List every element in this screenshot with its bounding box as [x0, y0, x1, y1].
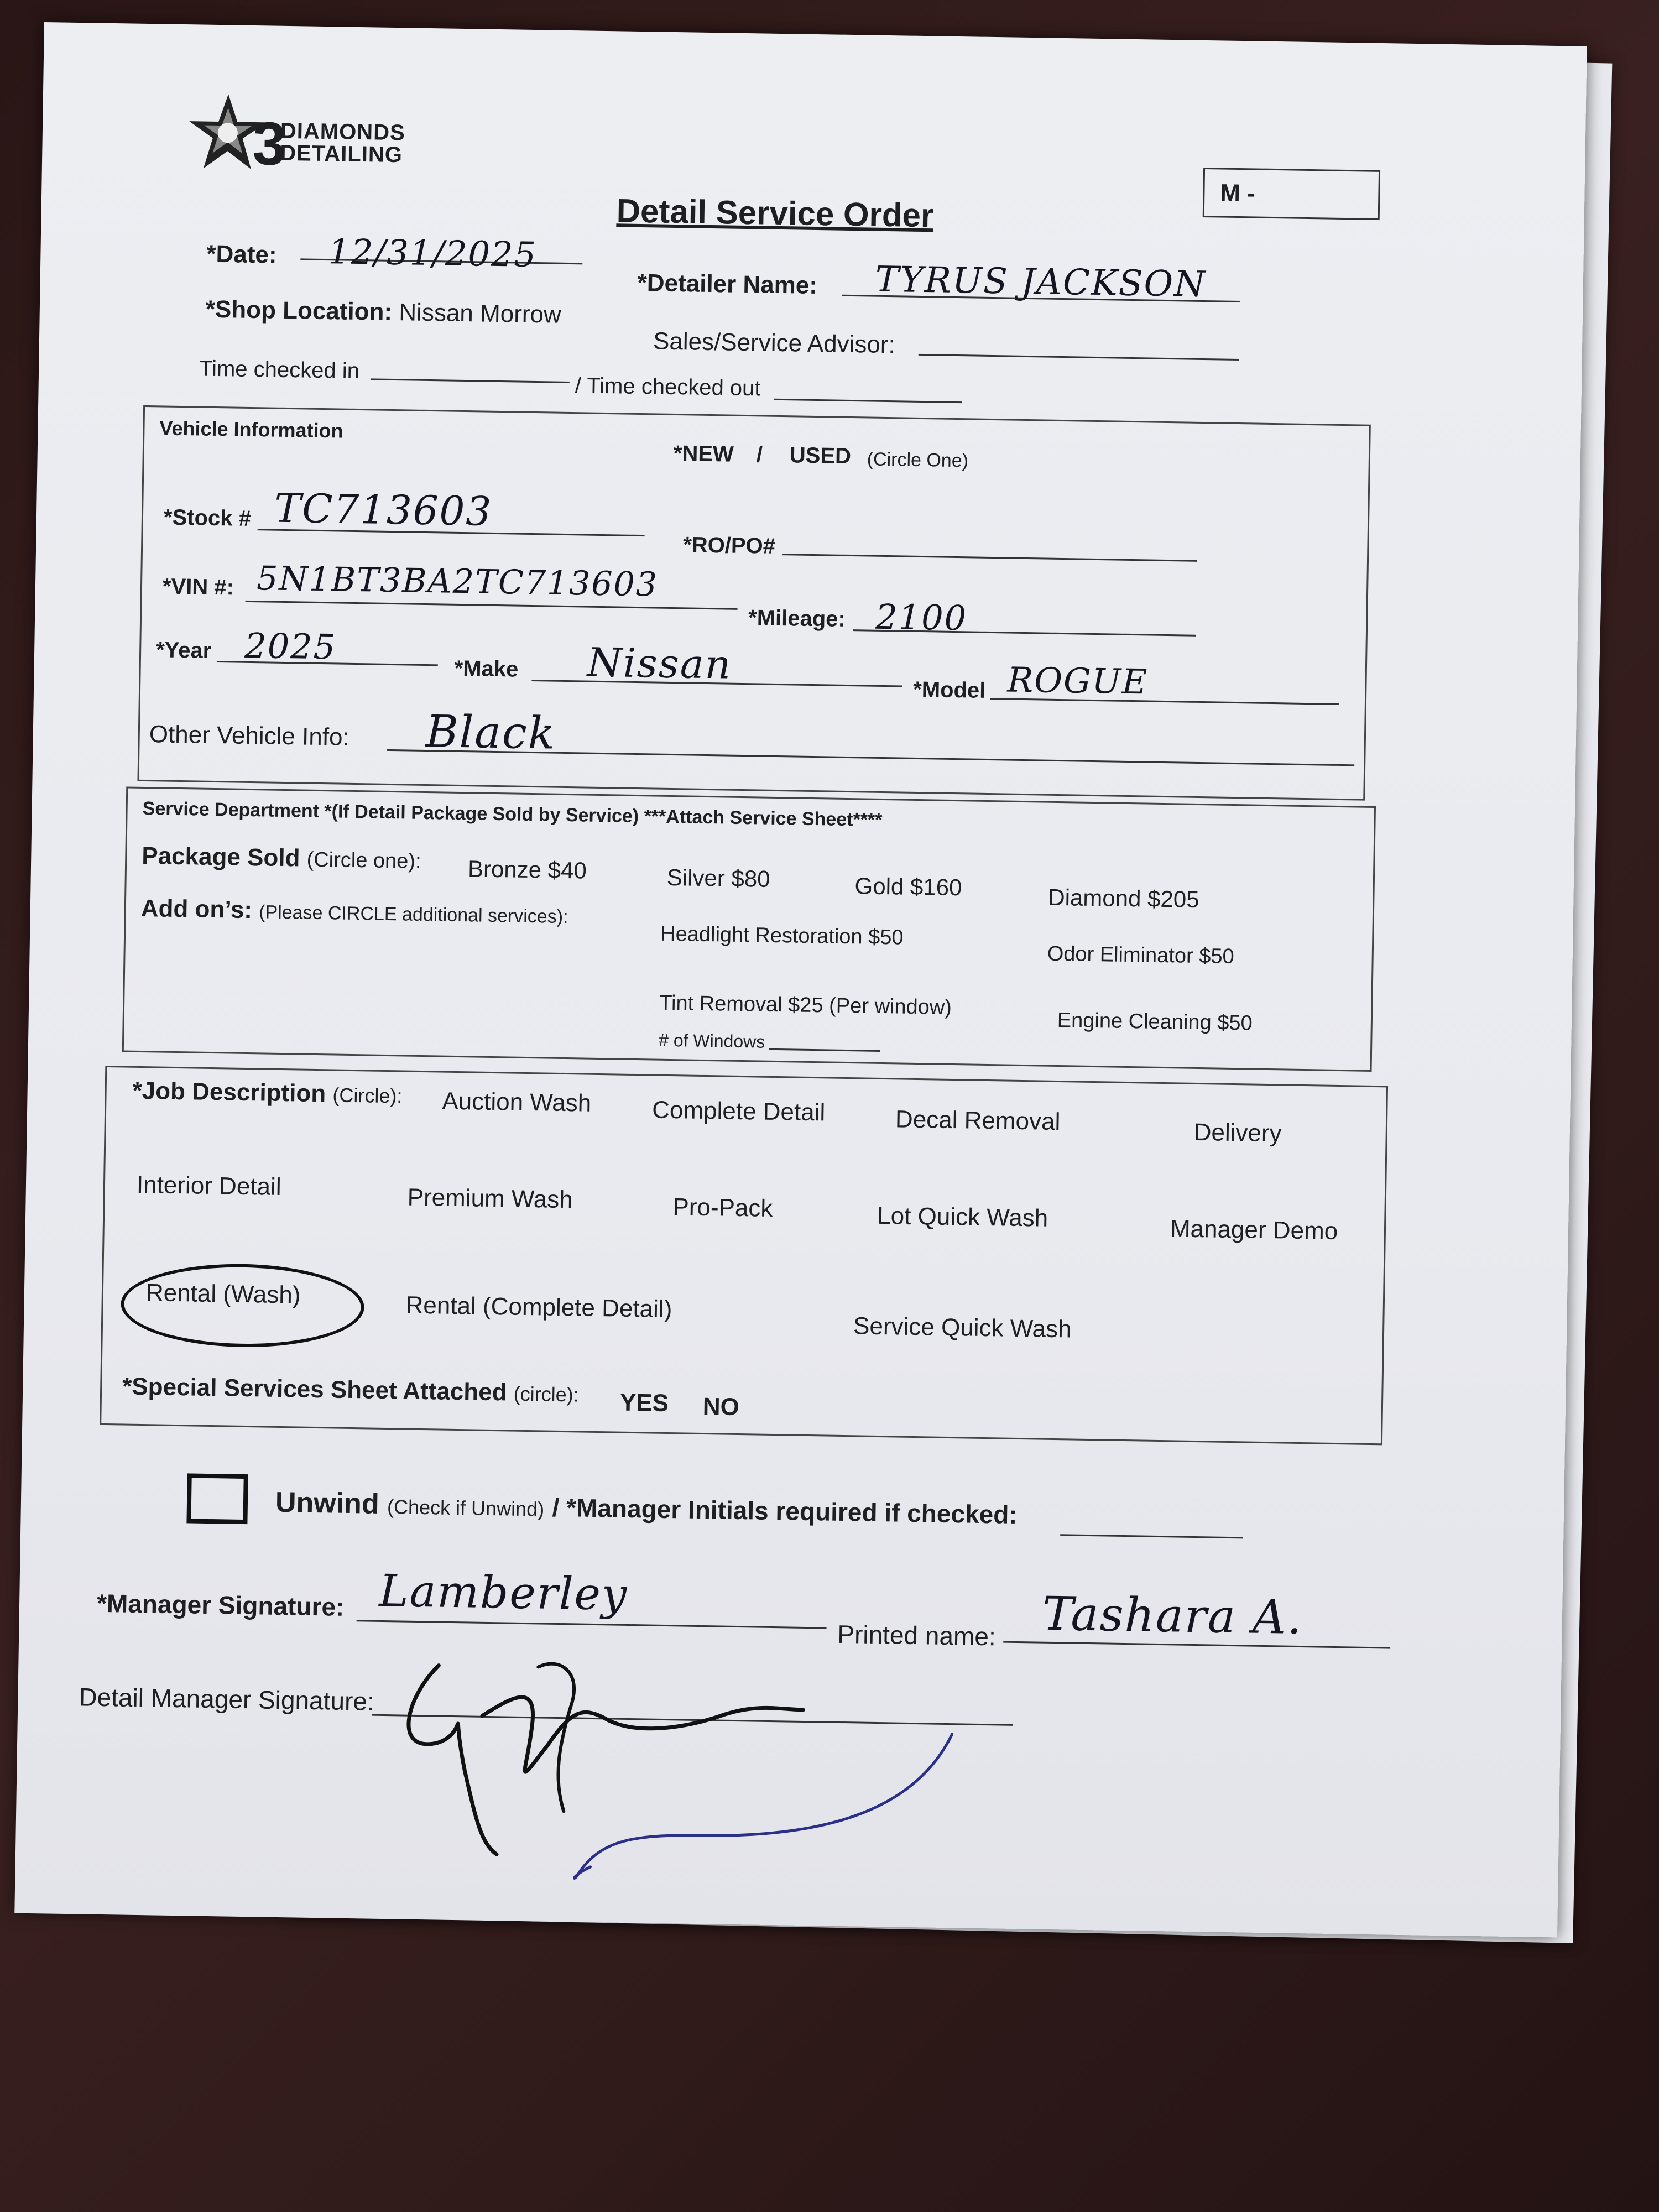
other-info-value[interactable]: Black: [425, 706, 557, 759]
job-lot-quick-wash[interactable]: Lot Quick Wash: [877, 1202, 1048, 1232]
model-label: *Model: [912, 677, 986, 703]
unwind-label: Unwind: [275, 1486, 380, 1520]
new-used-slash: /: [756, 442, 763, 467]
date-label: *Date:: [206, 240, 277, 269]
unwind-row: [275, 1486, 1018, 1531]
detail-manager-signature-label: Detail Manager Signature:: [79, 1682, 375, 1716]
job-manager-demo[interactable]: Manager Demo: [1170, 1215, 1338, 1245]
detail-manager-signature-drawing: [369, 1631, 1092, 1902]
addon-headlight[interactable]: Headlight Restoration $50: [660, 922, 904, 950]
stock-value[interactable]: TC713603: [274, 484, 493, 535]
job-auction-wash[interactable]: Auction Wash: [442, 1087, 592, 1117]
year-label: *Year: [155, 638, 212, 663]
printed-name-label: Printed name:: [837, 1619, 997, 1651]
special-services-note: (circle):: [513, 1382, 580, 1406]
addons-note: (Please CIRCLE additional services):: [258, 901, 568, 928]
job-premium-wash[interactable]: Premium Wash: [407, 1183, 573, 1214]
package-diamond[interactable]: Diamond $205: [1048, 884, 1199, 912]
unwind-checkbox[interactable]: [186, 1473, 248, 1524]
date-value[interactable]: 12/31/2025: [327, 231, 538, 275]
unwind-initials-label: / *Manager Initials required if checked:: [552, 1493, 1018, 1529]
job-interior-detail[interactable]: Interior Detail: [136, 1171, 282, 1201]
ro-po-label: *RO/PO#: [682, 533, 776, 559]
logo-line-1: DIAMONDS: [280, 118, 406, 145]
job-description-label: *Job Description: [132, 1077, 326, 1108]
mileage-value[interactable]: 2100: [875, 596, 968, 639]
vin-value[interactable]: 5N1BT3BA2TC713603: [256, 559, 659, 604]
package-bronze[interactable]: Bronze $40: [467, 855, 587, 884]
new-option[interactable]: *NEW: [673, 441, 734, 467]
package-sold-note: (Circle one):: [306, 848, 421, 873]
time-in-label: Time checked in: [199, 356, 360, 384]
logo-line-2: DETAILING: [279, 140, 403, 168]
job-pro-pack[interactable]: Pro-Pack: [672, 1193, 773, 1222]
m-number-box[interactable]: M -: [1203, 168, 1380, 220]
special-services-label: *Special Services Sheet Attached: [122, 1373, 507, 1406]
mileage-label: *Mileage:: [748, 606, 846, 632]
addon-engine[interactable]: Engine Cleaning $50: [1057, 1008, 1253, 1035]
shop-location-value: Nissan Morrow: [399, 299, 562, 328]
logo-number: 3: [252, 109, 287, 178]
time-out-label: / Time checked out: [575, 373, 761, 401]
job-description: [132, 1077, 403, 1109]
package-gold[interactable]: Gold $160: [854, 873, 962, 901]
detailer-name-label: *Detailer Name:: [637, 269, 818, 300]
windows-label: # of Windows: [658, 1030, 765, 1052]
package-silver[interactable]: Silver $80: [666, 864, 770, 892]
job-decal-removal[interactable]: Decal Removal: [895, 1105, 1061, 1136]
make-value[interactable]: Nissan: [587, 639, 732, 688]
job-delivery[interactable]: Delivery: [1193, 1118, 1282, 1147]
shop-location: [205, 296, 561, 329]
printed-name-value[interactable]: Tashara A.: [1042, 1586, 1303, 1645]
addons-label: Add on’s:: [140, 894, 253, 924]
job-rental-wash[interactable]: Rental (Wash): [145, 1279, 301, 1309]
special-no[interactable]: NO: [702, 1393, 740, 1421]
job-service-quick-wash[interactable]: Service Quick Wash: [853, 1312, 1072, 1343]
advisor-label: Sales/Service Advisor:: [653, 327, 896, 359]
vin-label: *VIN #:: [162, 574, 234, 600]
manager-signature-value[interactable]: Lamberley: [378, 1564, 628, 1620]
job-rental-complete-detail[interactable]: Rental (Complete Detail): [405, 1291, 672, 1323]
make-label: *Make: [454, 656, 519, 682]
stock-label: *Stock #: [163, 505, 252, 531]
used-option[interactable]: USED: [789, 443, 852, 469]
vehicle-section-title: Vehicle Information: [159, 416, 343, 442]
addon-odor[interactable]: Odor Eliminator $50: [1047, 942, 1234, 969]
detailer-name-value[interactable]: TYRUS JACKSON: [875, 259, 1207, 306]
package-sold-label: Package Sold: [141, 842, 300, 872]
job-complete-detail[interactable]: Complete Detail: [651, 1096, 826, 1126]
logo-wordmark: [280, 120, 405, 166]
circle-one-note: (Circle One): [867, 448, 969, 472]
shop-location-label: *Shop Location:: [205, 295, 393, 326]
manager-signature-label: *Manager Signature:: [96, 1588, 345, 1621]
special-yes[interactable]: YES: [619, 1389, 669, 1417]
service-order-form: [14, 22, 1587, 1937]
job-description-note: (Circle):: [332, 1083, 403, 1108]
form-title: Detail Service Order: [616, 192, 934, 234]
service-section-title: Service Department *(If Detail Package Sold by Service) ***Attach Service Sheet****: [142, 797, 883, 831]
package-sold: [142, 842, 421, 874]
addon-tint[interactable]: Tint Removal $25 (Per window): [659, 991, 952, 1019]
unwind-note: (Check if Unwind): [387, 1495, 545, 1521]
other-info-label: Other Vehicle Info:: [149, 721, 350, 751]
year-value[interactable]: 2025: [244, 625, 337, 667]
model-value[interactable]: ROGUE: [1006, 659, 1149, 702]
